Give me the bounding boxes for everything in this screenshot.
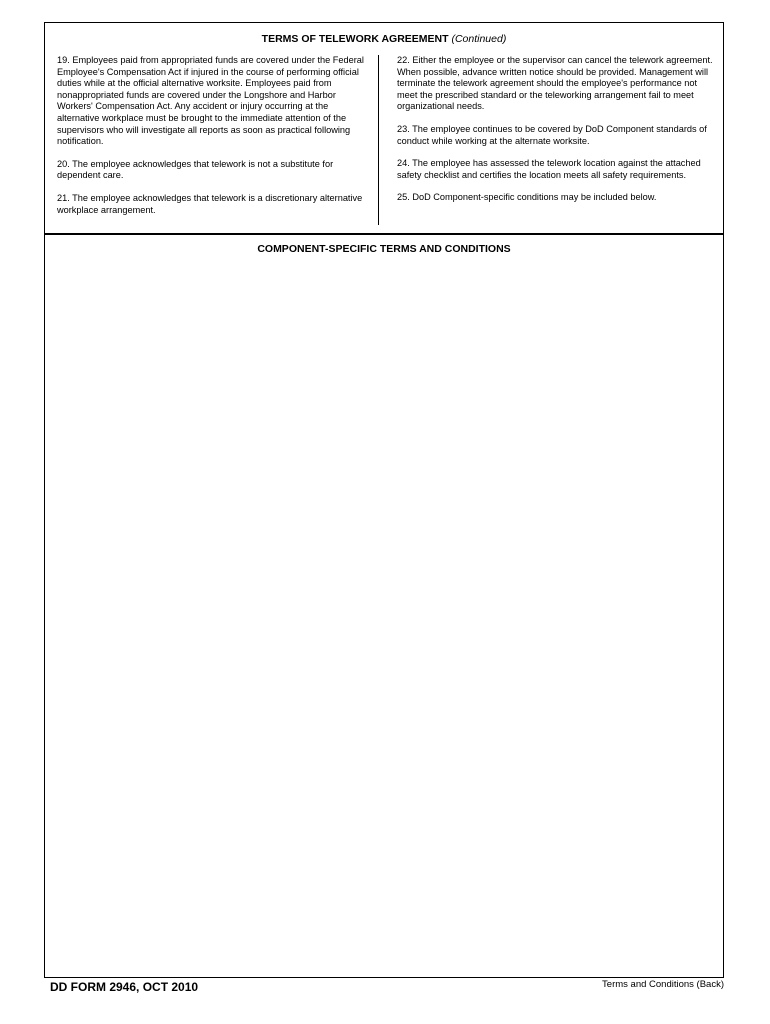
terms-title-text: TERMS OF TELEWORK AGREEMENT xyxy=(261,33,449,45)
term-24: 24. The employee has assessed the telework location against the attached safety checklist and certifies the location meets all safety requirements. xyxy=(397,158,701,180)
term-20: 20. The employee acknowledges that telework is not a substitute for dependent care. xyxy=(57,158,334,181)
term-21: 21. The employee acknowledges that telework is a discretionary alternative workplace arrangement. xyxy=(57,192,363,215)
component-terms-area[interactable] xyxy=(45,263,723,975)
column-divider xyxy=(378,55,379,225)
terms-left-column xyxy=(57,55,372,227)
form-frame xyxy=(44,22,724,978)
term-25: 25. DoD Component-specific conditions may be included below. xyxy=(397,192,657,203)
section-divider xyxy=(45,233,723,235)
term-22: 22. Either the employee or the supervisor can cancel the telework agreement. When possible, advance written notice should be provided. Management will terminate the telework agreement should the employee's performance not meet the prescribed standard or the teleworking arrangement fail to meet organizational needs. xyxy=(397,55,713,112)
page-label: Terms and Conditions (Back) xyxy=(602,979,724,990)
terms-right-column xyxy=(397,55,715,215)
term-19: 19. Employees paid from appropriated funds are covered under the Federal Employee's Compensation Act if injured in the course of performing official duties while at the official alternative worksite. Employees paid from nonappropriated funds are covered under the Longshore and Harbor Workers' Compensation Act. Any accident or injury occurring at the alternative workplace must be brought to the immediate attention of the supervisors who will investigate all reports as soon as practical following notification. xyxy=(57,55,364,147)
terms-section-title xyxy=(45,33,723,45)
term-23: 23. The employee continues to be covered by DoD Component standards of conduct while working at the alternate worksite. xyxy=(397,123,707,146)
form-identifier: DD FORM 2946, OCT 2010 xyxy=(50,980,199,994)
component-section-title: COMPONENT-SPECIFIC TERMS AND CONDITIONS xyxy=(257,243,511,255)
continued-label: (Continued) xyxy=(451,33,507,45)
